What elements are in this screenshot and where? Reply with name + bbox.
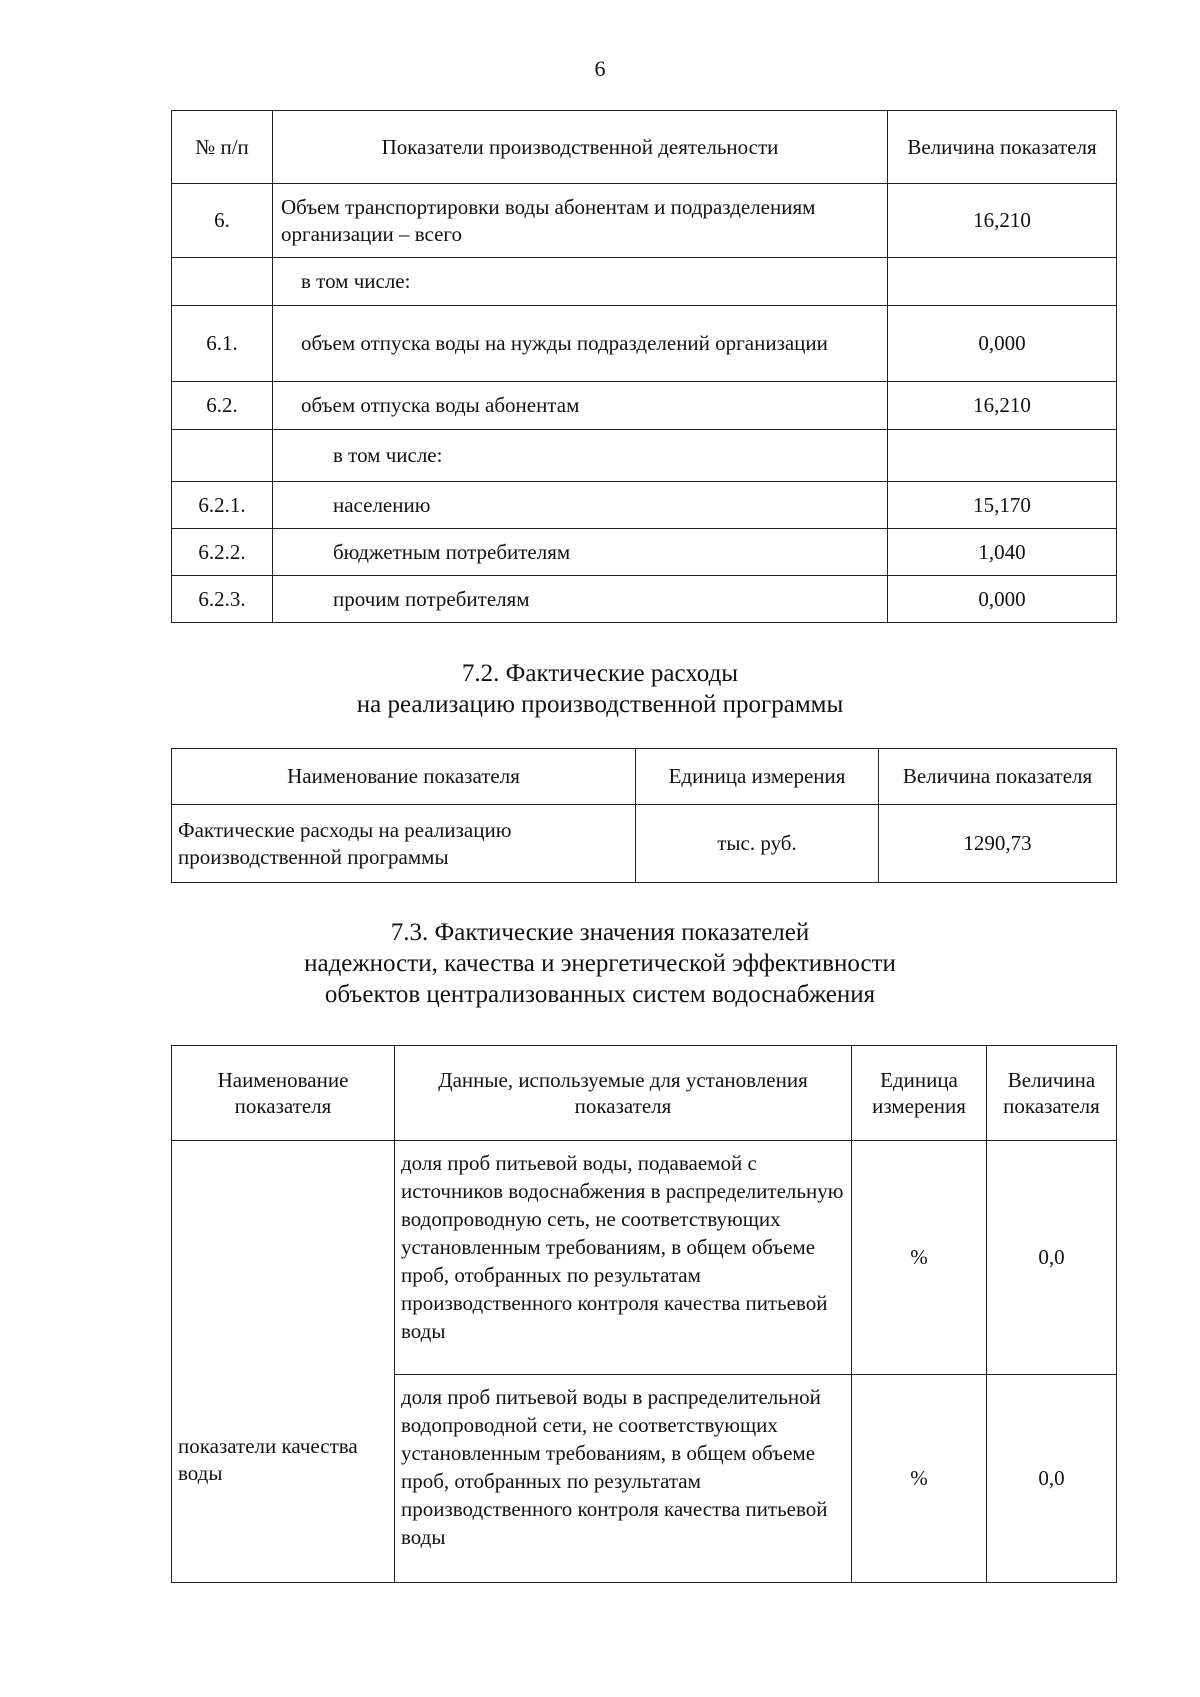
section-7-3-heading: [0, 917, 1200, 1010]
row-value: [888, 430, 1117, 482]
expense-value: 1290,73: [879, 805, 1117, 883]
group-name: показатели качества воды: [172, 1141, 395, 1583]
indicator-unit: %: [852, 1375, 987, 1583]
row-number: 6.: [172, 184, 273, 258]
expense-unit: тыс. руб.: [636, 805, 879, 883]
row-label: Объем транспортировки воды абонентам и подразделениям организации – всего: [273, 184, 888, 258]
indicator-value: 0,0: [987, 1141, 1117, 1375]
table-row: [172, 482, 1117, 529]
row-label: бюджетным потребителям: [273, 529, 888, 576]
row-number: 6.1.: [172, 306, 273, 382]
indicator-data: доля проб питьевой воды, подаваемой с источников водоснабжения в распределительную водопроводную сеть, не соответствующих установленным требованиям, в общем объеме проб, отобранных по результатам производственного контроля качества питьевой воды: [395, 1141, 852, 1375]
row-number: 6.2.3.: [172, 576, 273, 623]
header-value: Величина показателя: [879, 749, 1117, 805]
row-number: 6.2.2.: [172, 529, 273, 576]
heading-line: надежности, качества и энергетической эффективности: [304, 950, 896, 977]
expense-name: Фактические расходы на реализацию производственной программы: [172, 805, 636, 883]
header-unit: Единица измерения: [852, 1046, 987, 1141]
header-data: Данные, используемые для установления показателя: [395, 1046, 852, 1141]
row-label: населению: [273, 482, 888, 529]
heading-line: 7.3. Фактические значения показателей: [390, 919, 810, 946]
indicator-value: 0,0: [987, 1375, 1117, 1583]
row-value: [888, 258, 1117, 306]
table-row: [172, 805, 1117, 883]
table-row: [172, 382, 1117, 430]
heading-line: объектов централизованных систем водоснабжения: [324, 981, 876, 1008]
row-value: 16,210: [888, 184, 1117, 258]
row-value: 0,000: [888, 306, 1117, 382]
row-label: прочим потребителям: [273, 576, 888, 623]
page-number: 6: [594, 56, 606, 81]
heading-line: на реализацию производственной программы: [356, 691, 844, 718]
actual-expenses-table: [171, 748, 1117, 883]
header-unit: Единица измерения: [636, 749, 879, 805]
header-value: Величина показателя: [888, 111, 1117, 184]
row-number: 6.2.1.: [172, 482, 273, 529]
row-number: [172, 430, 273, 482]
production-indicators-table: [171, 110, 1117, 623]
indicator-unit: %: [852, 1141, 987, 1375]
row-value: 16,210: [888, 382, 1117, 430]
table-row: [172, 529, 1117, 576]
heading-line: 7.2. Фактические расходы: [461, 660, 739, 687]
header-name: Наименование показателя: [172, 1046, 395, 1141]
indicator-data: доля проб питьевой воды в распределительной водопроводной сети, не соответствующих установленным требованиям, в общем объеме проб, отобранных по результатам производственного контроля качества питьевой воды: [395, 1375, 852, 1583]
row-value: 15,170: [888, 482, 1117, 529]
row-number: [172, 258, 273, 306]
row-value: 0,000: [888, 576, 1117, 623]
table-row: [172, 184, 1117, 258]
row-label: объем отпуска воды на нужды подразделений организации: [273, 306, 888, 382]
header-name: Наименование показателя: [172, 749, 636, 805]
row-label: в том числе:: [273, 258, 888, 306]
row-number: 6.2.: [172, 382, 273, 430]
header-indicator: Показатели производственной деятельности: [273, 111, 888, 184]
table-row: [172, 430, 1117, 482]
table-row: [172, 306, 1117, 382]
row-value: 1,040: [888, 529, 1117, 576]
table-row: [172, 258, 1117, 306]
table-header-row: [172, 749, 1117, 805]
row-label: в том числе:: [273, 430, 888, 482]
table-row: [172, 576, 1117, 623]
table-header-row: [172, 1046, 1117, 1141]
header-number: № п/п: [172, 111, 273, 184]
header-value: Величина показателя: [987, 1046, 1117, 1141]
quality-indicators-table: [171, 1045, 1117, 1583]
row-label: объем отпуска воды абонентам: [273, 382, 888, 430]
section-7-2-heading: [0, 658, 1200, 720]
table-row: [172, 1141, 1117, 1375]
table-header-row: [172, 111, 1117, 184]
